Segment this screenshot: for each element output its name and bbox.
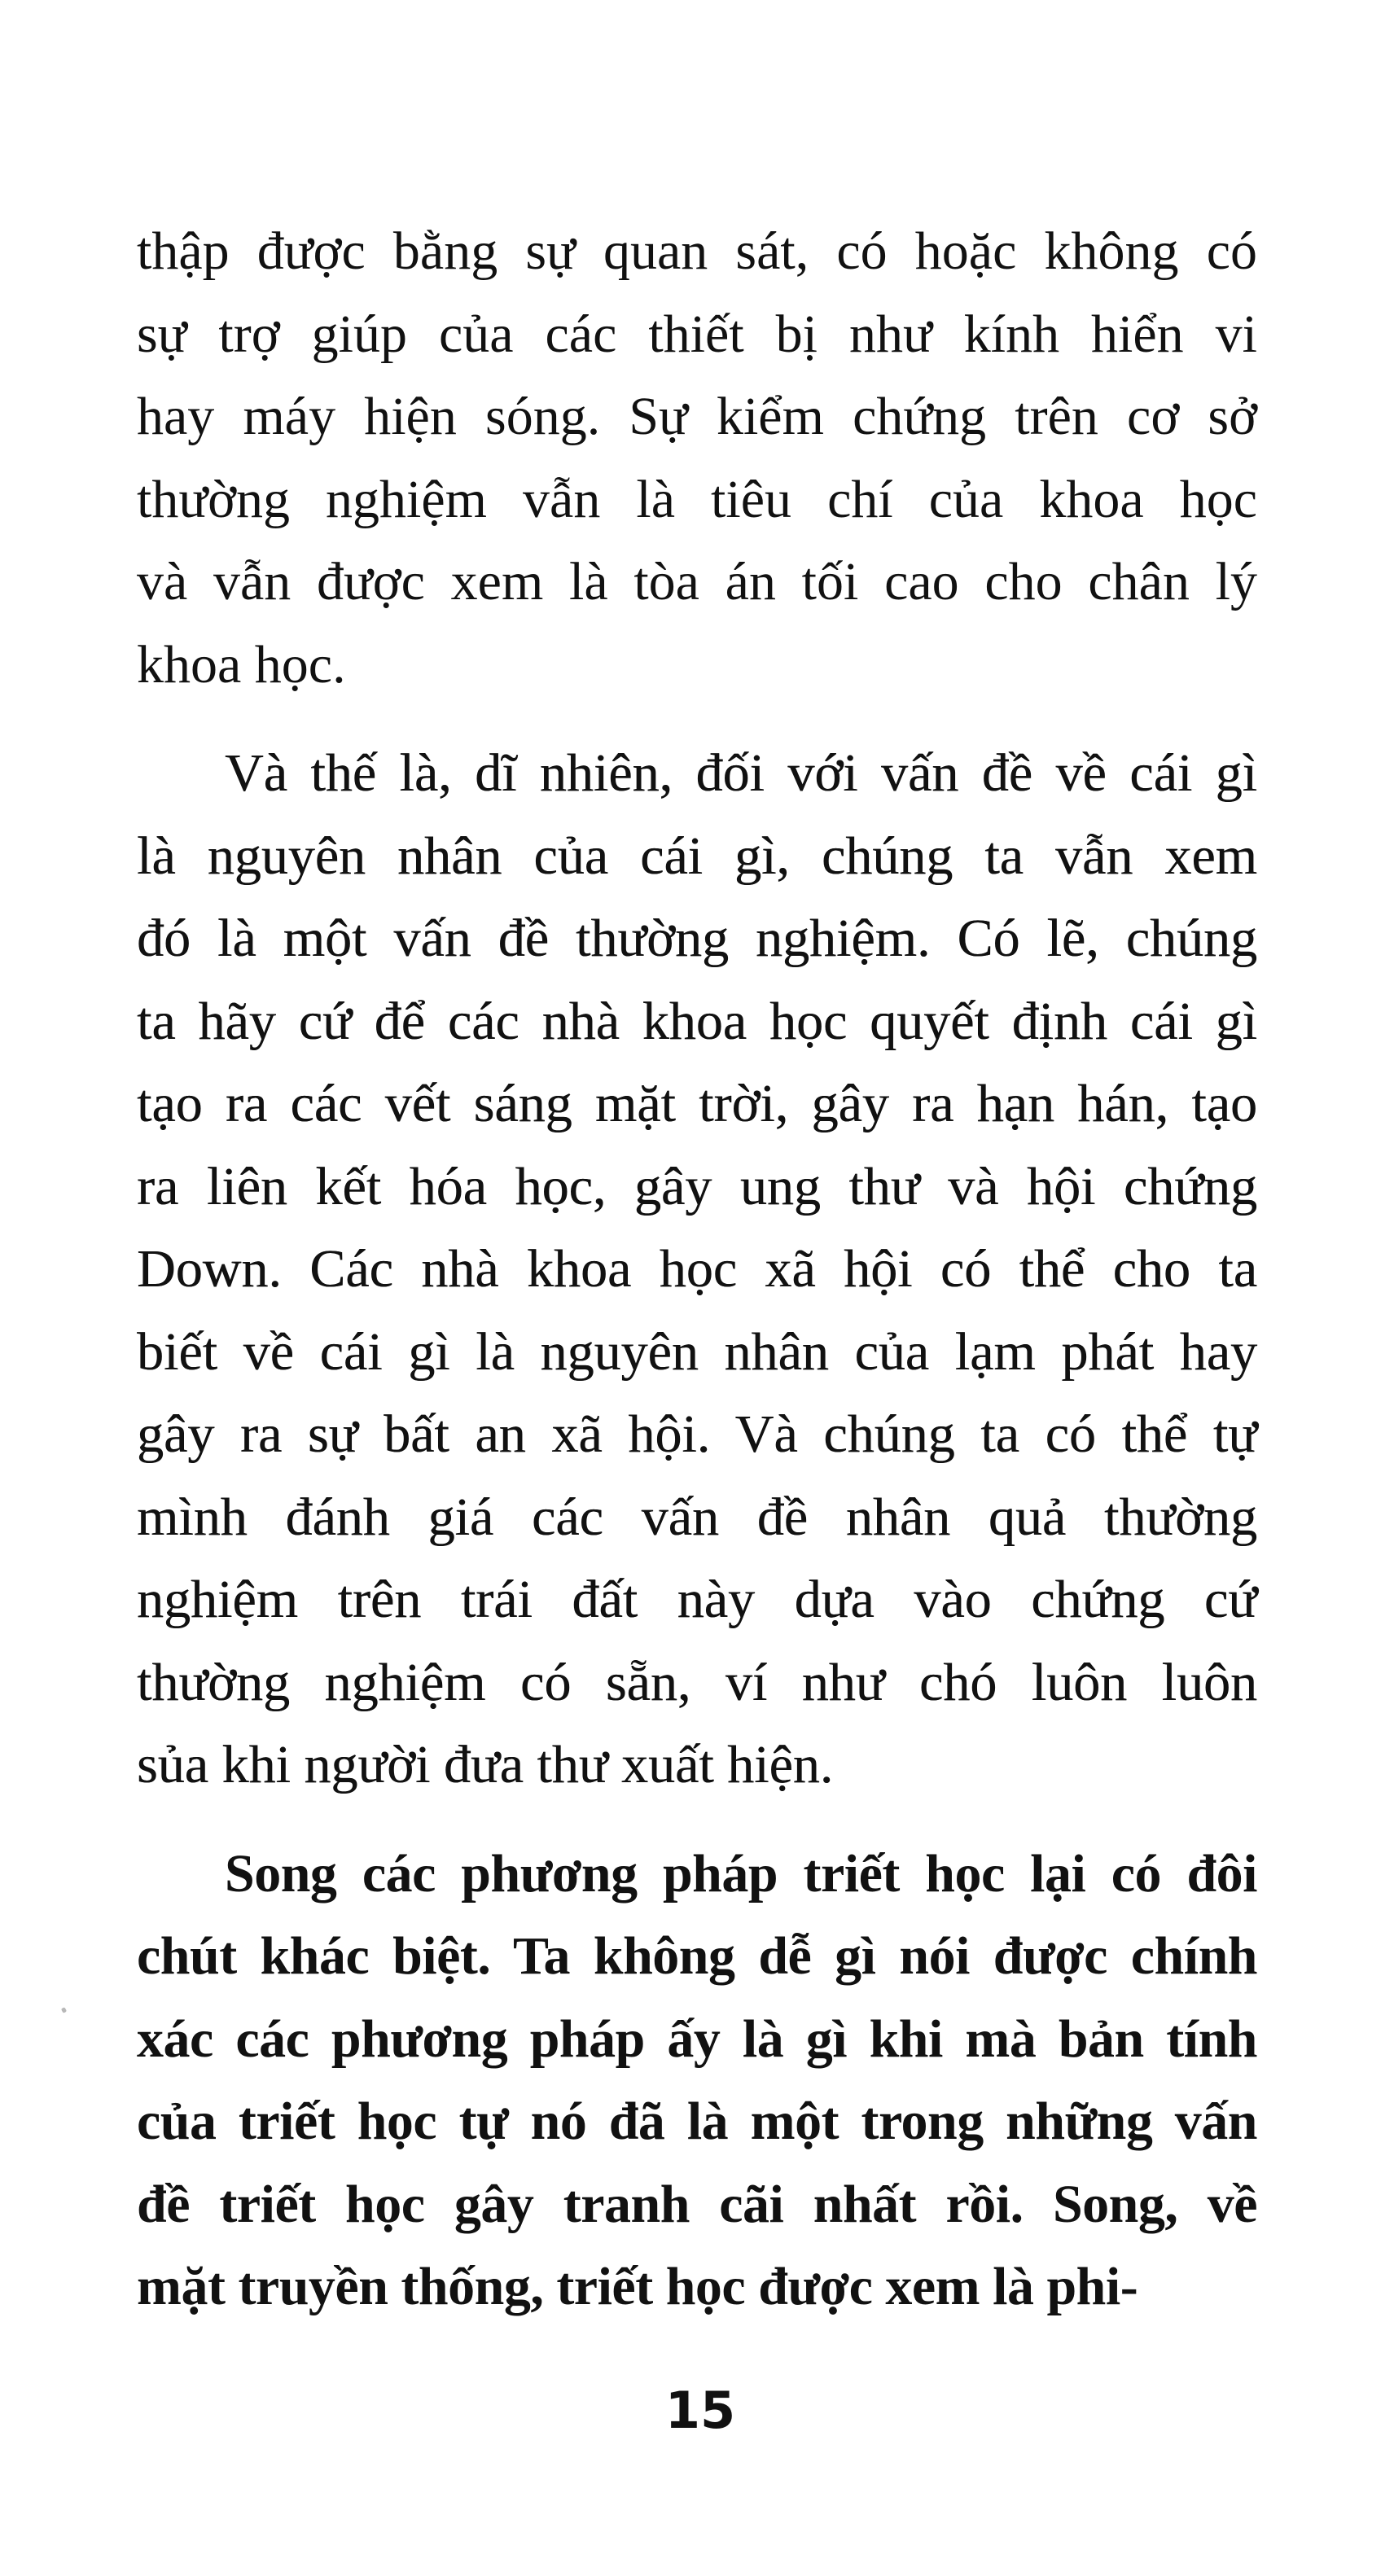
text-line: ra liên kết hóa học, gây ung thư và hội chứng — [137, 1156, 1257, 1216]
text-line: mặt truyền thống, triết học được xem là phi- — [137, 2257, 1138, 2316]
paragraph-3 — [137, 1833, 1257, 2328]
text-line: là nguyên nhân của cái gì, chúng ta vẫn xem — [137, 826, 1257, 886]
text-line: xác các phương pháp ấy là gì khi mà bản tính — [137, 2009, 1257, 2069]
text-line: sủa khi người đưa thư xuất hiện. — [137, 1735, 834, 1794]
text-line: mình đánh giá các vấn đề nhân quả thường — [137, 1487, 1257, 1547]
text-line: chút khác biệt. Ta không dễ gì nói được chính — [137, 1926, 1257, 1986]
text-line: sự trợ giúp của các thiết bị như kính hiển vi — [137, 304, 1257, 364]
text-line: và vẫn được xem là tòa án tối cao cho chân lý — [137, 552, 1257, 611]
text-line: ta hãy cứ để các nhà khoa học quyết định cái gì — [137, 991, 1257, 1051]
text-line: nghiệm trên trái đất này dựa vào chứng cứ — [137, 1570, 1257, 1629]
paragraph-1 — [137, 210, 1257, 706]
text-line: gây ra sự bất an xã hội. Và chúng ta có thể tự — [137, 1404, 1257, 1464]
text-line: của triết học tự nó đã là một trong những vấn — [137, 2092, 1257, 2151]
text-line: hay máy hiện sóng. Sự kiểm chứng trên cơ sở — [137, 387, 1257, 446]
text-line: thường nghiệm vẫn là tiêu chí của khoa học — [137, 469, 1257, 529]
text-line: thường nghiệm có sẵn, ví như chó luôn luôn — [137, 1652, 1257, 1712]
text-line: biết về cái gì là nguyên nhân của lạm phát hay — [137, 1321, 1257, 1382]
page-number: 15 — [664, 2381, 736, 2440]
body-text — [137, 210, 1257, 2328]
text-line: Và thế là, dĩ nhiên, đối với vấn đề về cái gì — [225, 743, 1257, 803]
text-line: đề triết học gây tranh cãi nhất rồi. Song, về — [137, 2174, 1257, 2234]
text-line: Song các phương pháp triết học lại có đôi — [225, 1843, 1257, 1904]
text-line: thập được bằng sự quan sát, có hoặc không có — [137, 221, 1257, 281]
text-line: Down. Các nhà khoa học xã hội có thể cho ta — [137, 1239, 1257, 1299]
text-line: đó là một vấn đề thường nghiệm. Có lẽ, chúng — [137, 909, 1257, 968]
text-line: tạo ra các vết sáng mặt trời, gây ra hạn hán, tạo — [137, 1074, 1257, 1133]
text-line: khoa học. — [137, 634, 346, 694]
paragraph-2 — [137, 732, 1257, 1807]
scan-speck — [61, 2007, 67, 2013]
